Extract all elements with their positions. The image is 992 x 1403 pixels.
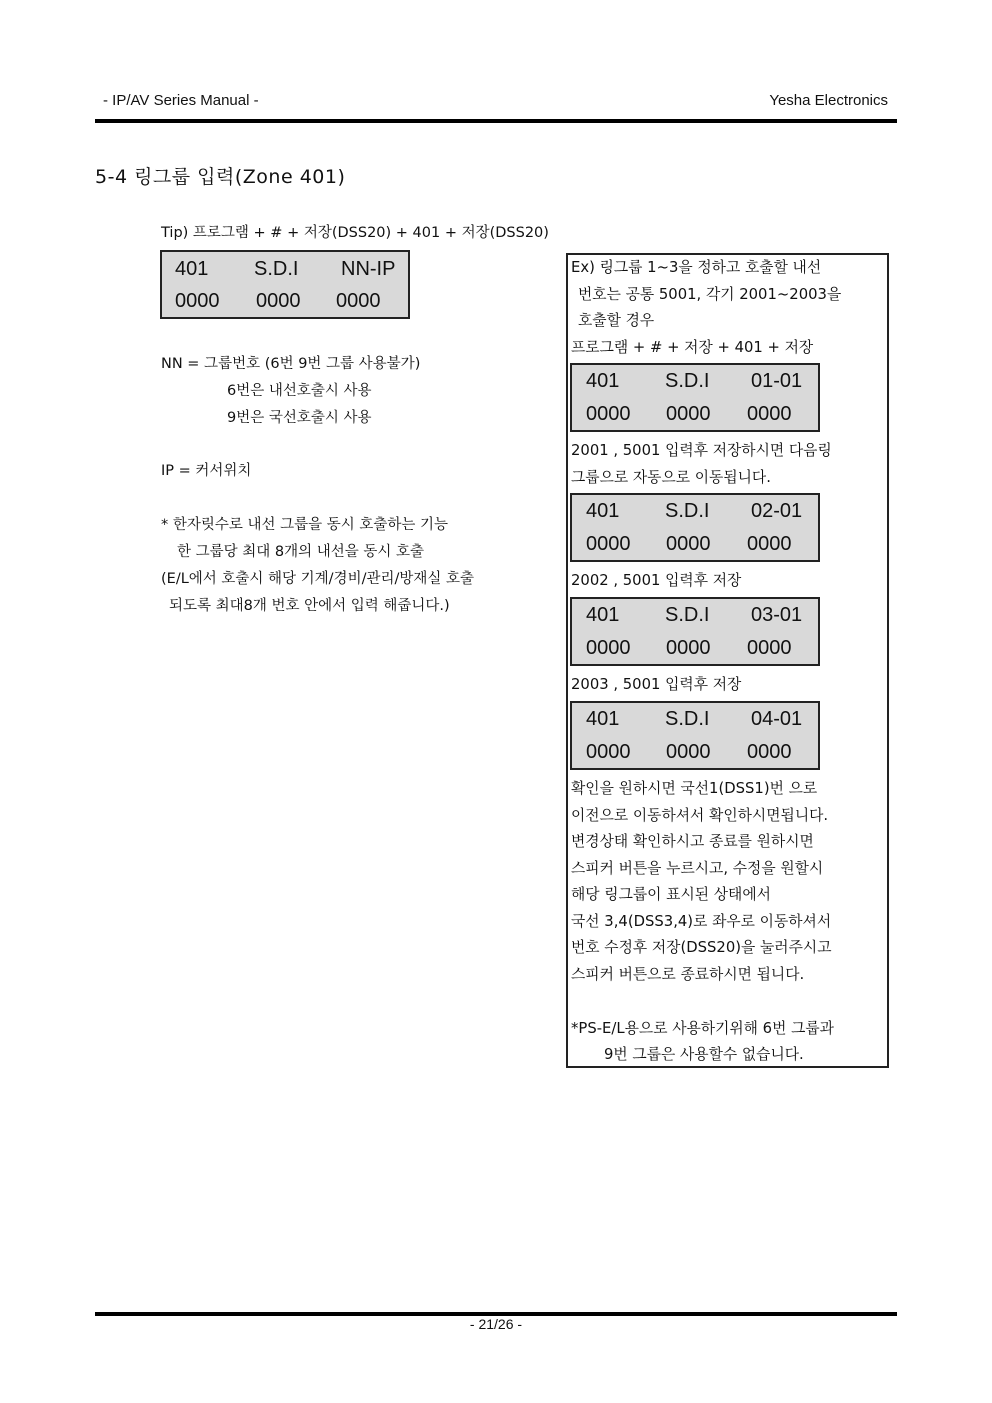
note-el-call: (E/L에서 호출시 해당 기계/경비/관리/방재실 호출	[161, 571, 474, 587]
example-outro-line: 국선 3,4(DSS3,4)로 좌우로 이동하셔서	[571, 913, 832, 930]
example-outro-line: 스피커 버튼으로 종료하시면 됩니다.	[571, 966, 805, 983]
example-intro-line: 프로그램 + # + 저장 + 401 + 저장	[571, 339, 814, 356]
lcd-cell: NN-IP	[341, 258, 396, 280]
lcd-cell: 401	[175, 258, 209, 280]
example-outro-line: 스피커 버튼을 누르시고, 수정을 원할시	[571, 860, 824, 877]
example-step-text: 2003 , 5001 입력후 저장	[571, 676, 742, 693]
example-intro-line: Ex) 링그룹 1~3을 정하고 호출할 내선	[571, 259, 822, 276]
note-input-range: 되도록 최대8개 번호 안에서 입력 해줍니다.)	[169, 598, 450, 614]
example-outro-line: 확인을 원하시면 국선1(DSS1)번 으로	[571, 780, 818, 797]
lcd-display-group-3	[570, 597, 820, 666]
lcd-cell: 02-01	[751, 500, 803, 522]
example-step-text: 2001 , 5001 입력후 저장하시면 다음링	[571, 442, 832, 459]
lcd-cell: 401	[586, 500, 620, 522]
header-rule	[95, 119, 897, 123]
note-group-9: 9번은 국선호출시 사용	[227, 410, 372, 426]
lcd-cell: 01-01	[751, 370, 803, 392]
lcd-cell: S.D.I	[665, 604, 710, 626]
lcd-cell: 03-01	[751, 604, 803, 626]
page-number: - 21/26 -	[469, 1316, 523, 1332]
lcd-cell: 0000	[175, 290, 220, 312]
lcd-cell: S.D.I	[665, 708, 710, 730]
tip-line: Tip) 프로그램 + # + 저장(DSS20) + 401 + 저장(DSS20)	[161, 225, 549, 241]
example-intro-line: 호출할 경우	[578, 312, 655, 329]
lcd-cell: 0000	[666, 403, 711, 425]
note-group-6: 6번은 내선호출시 사용	[227, 383, 372, 399]
lcd-cell: 04-01	[751, 708, 803, 730]
note-max-extensions: 한 그룹당 최대 8개의 내선을 동시 호출	[177, 544, 424, 560]
note-group-number: NN = 그룹번호 (6번 9번 그룹 사용불가)	[161, 356, 421, 372]
lcd-cell: 0000	[666, 637, 711, 659]
lcd-cell: 0000	[666, 741, 711, 763]
lcd-cell: 0000	[747, 741, 792, 763]
lcd-cell: 401	[586, 604, 620, 626]
lcd-display-main	[160, 250, 410, 319]
lcd-cell: 0000	[586, 403, 631, 425]
example-outro-line: 해당 링그룹이 표시된 상태에서	[571, 886, 771, 903]
lcd-cell: 401	[586, 370, 620, 392]
example-step-text: 2002 , 5001 입력후 저장	[571, 572, 742, 589]
note-cursor: IP = 커서위치	[161, 463, 252, 479]
lcd-display-group-1	[570, 363, 820, 432]
note-feature: * 한자릿수로 내선 그룹을 동시 호출하는 기능	[161, 517, 449, 533]
lcd-cell: S.D.I	[254, 258, 299, 280]
lcd-display-group-4	[570, 701, 820, 770]
section-title: 5-4 링그룹 입력(Zone 401)	[95, 166, 346, 188]
example-step-text: 그룹으로 자동으로 이동됩니다.	[571, 469, 771, 486]
lcd-cell: 0000	[336, 290, 381, 312]
header-manual-title: - IP/AV Series Manual -	[103, 92, 259, 109]
example-outro-line: 변경상태 확인하시고 종료를 원하시면	[571, 833, 814, 850]
lcd-cell: S.D.I	[665, 500, 710, 522]
example-outro-line: 번호 수정후 저장(DSS20)을 눌러주시고	[571, 939, 832, 956]
lcd-cell: S.D.I	[665, 370, 710, 392]
lcd-cell: 0000	[256, 290, 301, 312]
example-note-line: 9번 그룹은 사용할수 없습니다.	[604, 1046, 804, 1063]
example-note-line: *PS-E/L용으로 사용하기위해 6번 그룹과	[571, 1020, 834, 1037]
lcd-cell: 0000	[666, 533, 711, 555]
lcd-cell: 0000	[747, 403, 792, 425]
lcd-cell: 0000	[586, 533, 631, 555]
lcd-cell: 0000	[747, 637, 792, 659]
lcd-cell: 0000	[747, 533, 792, 555]
lcd-cell: 401	[586, 708, 620, 730]
lcd-cell: 0000	[586, 637, 631, 659]
lcd-display-group-2	[570, 493, 820, 562]
example-intro-line: 번호는 공통 5001, 각기 2001~2003을	[578, 286, 842, 303]
example-outro-line: 이전으로 이동하셔서 확인하시면됩니다.	[571, 807, 829, 824]
lcd-cell: 0000	[586, 741, 631, 763]
header-company: Yesha Electronics	[769, 92, 888, 109]
